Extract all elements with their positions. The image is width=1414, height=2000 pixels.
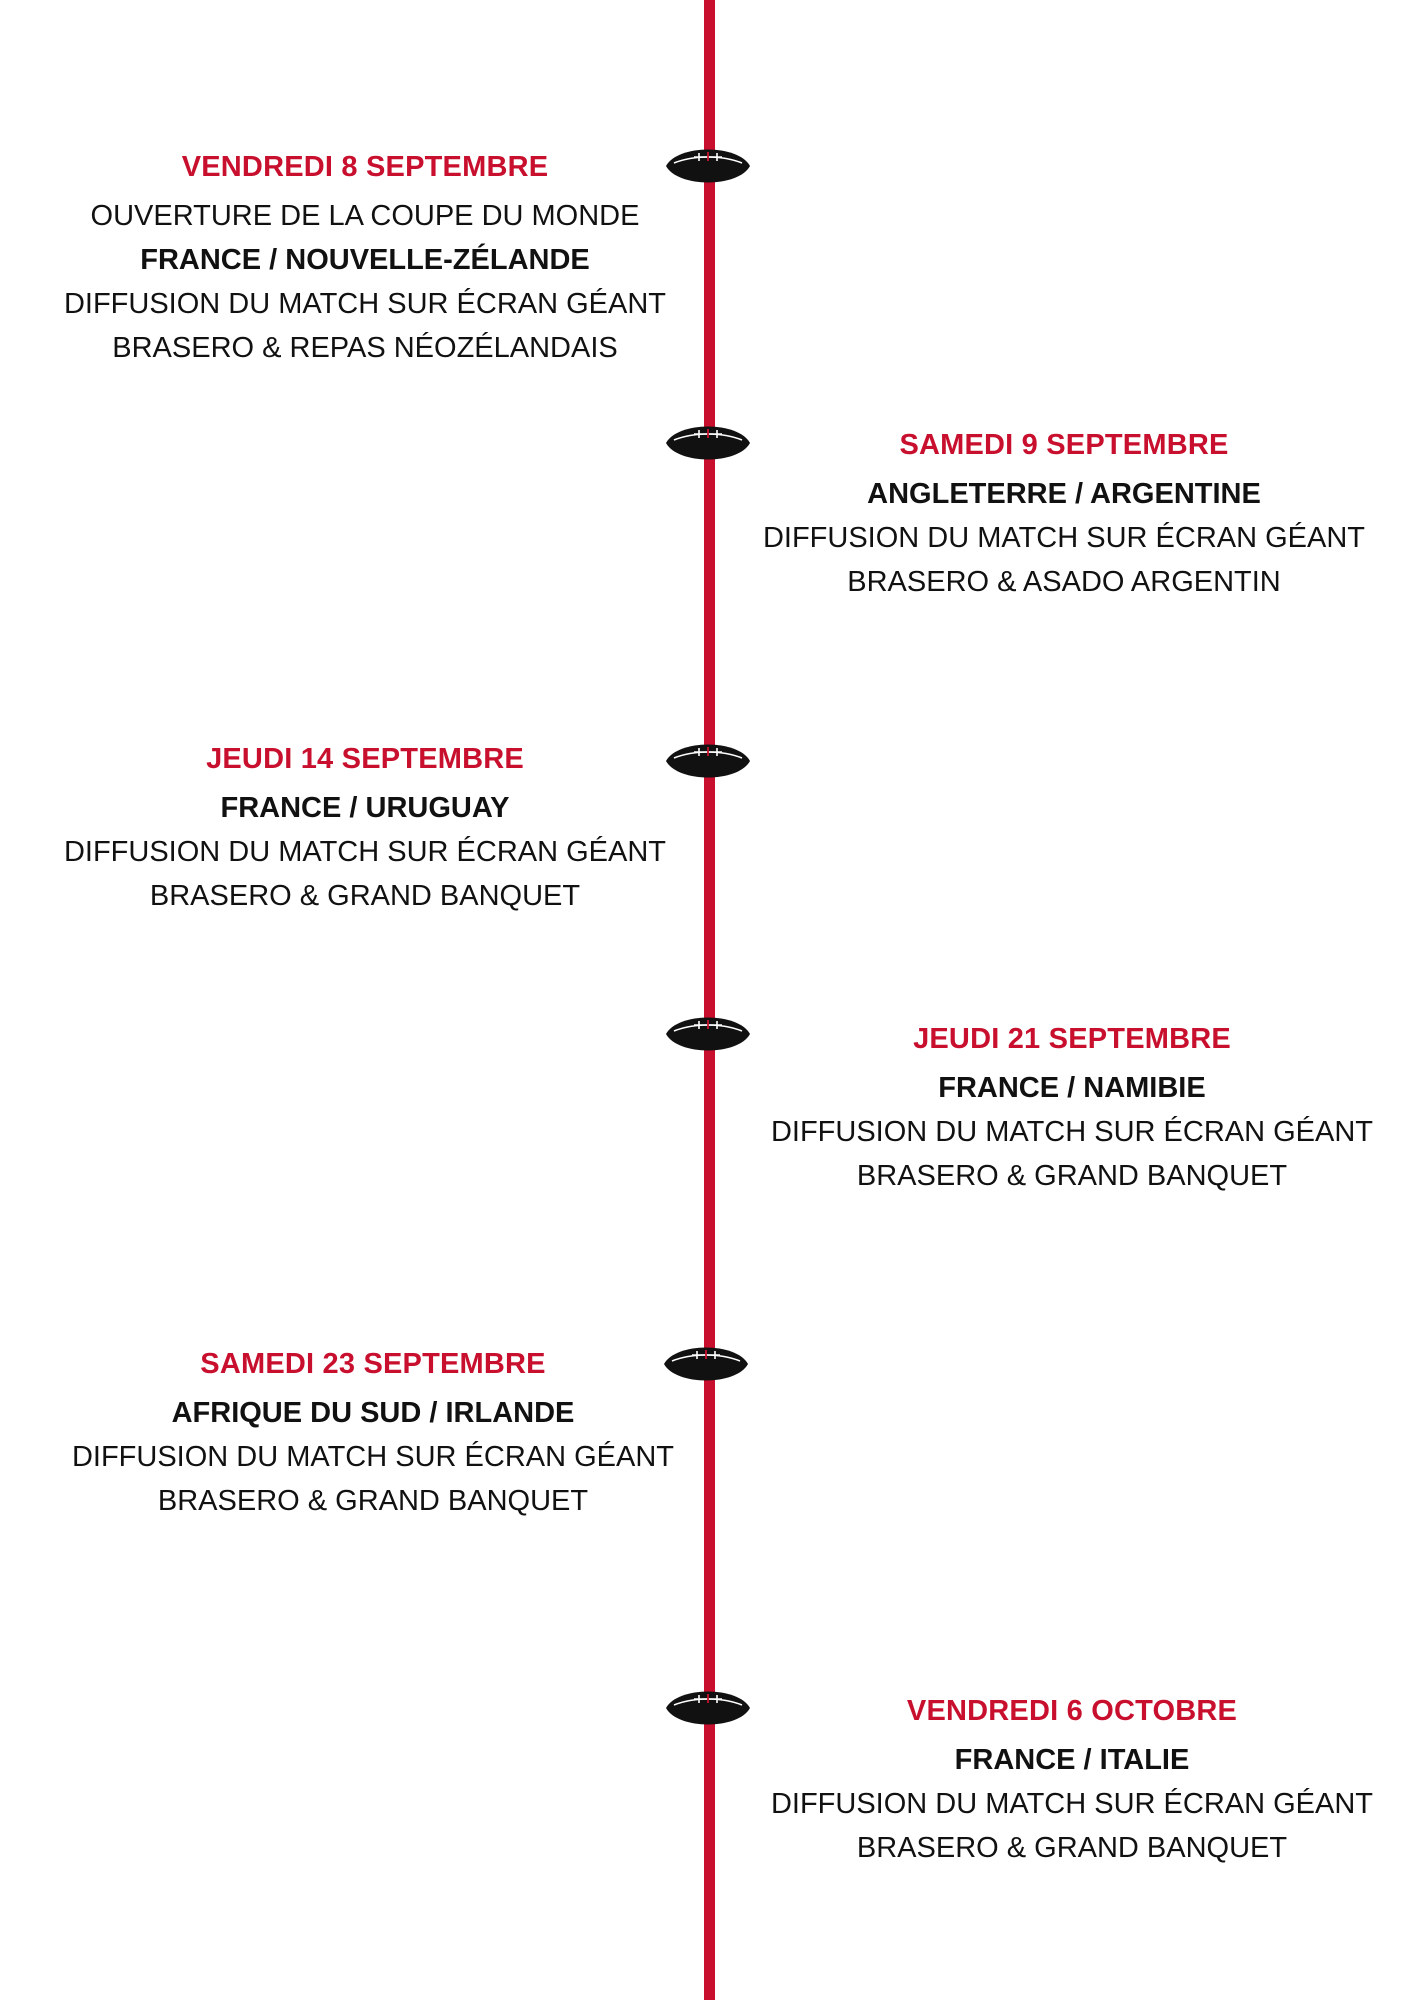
event-block <box>45 145 685 370</box>
event-date: VENDREDI 8 SEPTEMBRE <box>181 151 549 183</box>
event-date: JEUDI 14 SEPTEMBRE <box>206 743 524 775</box>
event-line: DIFFUSION DU MATCH SUR ÉCRAN GÉANT <box>770 1116 1374 1148</box>
event-line: BRASERO & GRAND BANQUET <box>149 880 581 912</box>
event-block <box>752 1017 1392 1198</box>
event-line: DIFFUSION DU MATCH SUR ÉCRAN GÉANT <box>63 836 667 868</box>
event-date: JEUDI 21 SEPTEMBRE <box>913 1023 1231 1055</box>
event-block <box>45 737 685 918</box>
event-line: OUVERTURE DE LA COUPE DU MONDE <box>90 200 640 232</box>
event-date: VENDREDI 6 OCTOBRE <box>906 1695 1238 1727</box>
rugby-ball-icon <box>664 1009 752 1059</box>
event-line: DIFFUSION DU MATCH SUR ÉCRAN GÉANT <box>762 522 1366 554</box>
event-block <box>752 1689 1392 1870</box>
event-date: SAMEDI 23 SEPTEMBRE <box>200 1348 546 1380</box>
event-line: BRASERO & ASADO ARGENTIN <box>847 566 1281 598</box>
event-block <box>53 1342 693 1523</box>
event-line: BRASERO & GRAND BANQUET <box>157 1485 589 1517</box>
event-line: BRASERO & GRAND BANQUET <box>856 1160 1288 1192</box>
event-match: FRANCE / NAMIBIE <box>938 1072 1206 1104</box>
event-match: FRANCE / ITALIE <box>954 1744 1190 1776</box>
event-match: FRANCE / URUGUAY <box>220 792 510 824</box>
event-line: DIFFUSION DU MATCH SUR ÉCRAN GÉANT <box>71 1441 675 1473</box>
event-line: BRASERO & GRAND BANQUET <box>856 1832 1288 1864</box>
event-block <box>744 423 1384 604</box>
event-line: BRASERO & REPAS NÉOZÉLANDAIS <box>112 332 618 364</box>
event-match: AFRIQUE DU SUD / IRLANDE <box>171 1397 575 1429</box>
event-match: ANGLETERRE / ARGENTINE <box>867 478 1261 510</box>
rugby-ball-icon <box>664 1683 752 1733</box>
event-match: FRANCE / NOUVELLE-ZÉLANDE <box>140 244 590 276</box>
event-line: DIFFUSION DU MATCH SUR ÉCRAN GÉANT <box>63 288 667 320</box>
event-date: SAMEDI 9 SEPTEMBRE <box>899 429 1229 461</box>
rugby-ball-icon <box>664 418 752 468</box>
event-line: DIFFUSION DU MATCH SUR ÉCRAN GÉANT <box>770 1788 1374 1820</box>
